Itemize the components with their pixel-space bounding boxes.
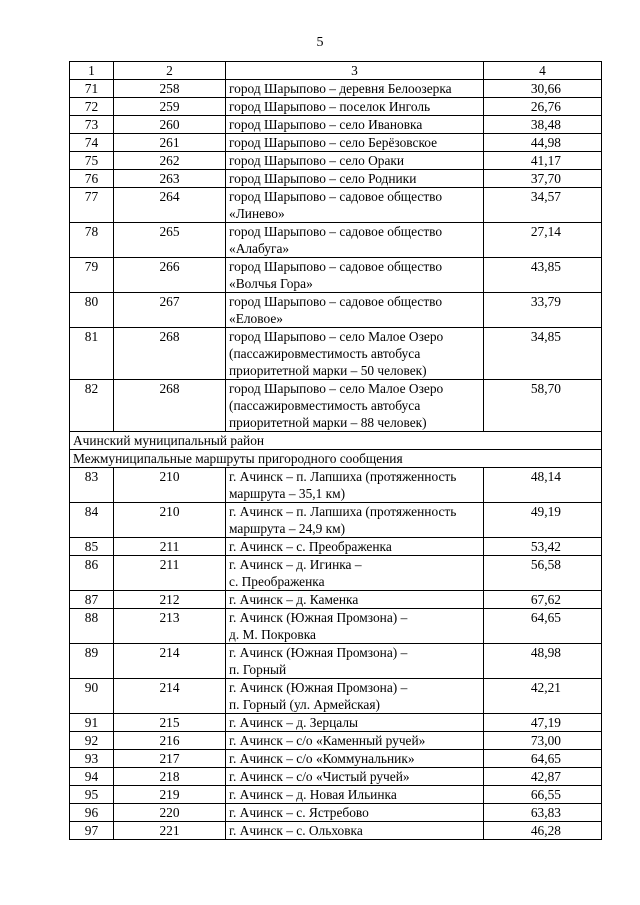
route-value: 64,65: [484, 609, 602, 644]
route-name: г. Ачинск – п. Лапшиха (протяженность маршрута – 24,9 км): [226, 503, 484, 538]
route-number: 213: [114, 609, 226, 644]
route-name: город Шарыпово – село Малое Озеро (пассажировместимость автобуса приоритетной марки – 50 человек): [226, 328, 484, 380]
route-number: 265: [114, 223, 226, 258]
route-name: город Шарыпово – поселок Инголь: [226, 98, 484, 116]
header-col-4: 4: [484, 62, 602, 80]
route-value: 43,85: [484, 258, 602, 293]
row-number: 78: [70, 223, 114, 258]
row-number: 84: [70, 503, 114, 538]
table-row: [70, 732, 602, 750]
table-row: [70, 591, 602, 609]
table-row: [70, 258, 602, 293]
row-number: 88: [70, 609, 114, 644]
route-value: 30,66: [484, 80, 602, 98]
route-value: 46,28: [484, 822, 602, 840]
routes-table: [69, 61, 602, 840]
table-row: [70, 134, 602, 152]
route-number: 219: [114, 786, 226, 804]
table-row: [70, 98, 602, 116]
row-number: 76: [70, 170, 114, 188]
table-row: [70, 804, 602, 822]
route-number: 260: [114, 116, 226, 134]
route-name: город Шарыпово – садовое общество «Еловое»: [226, 293, 484, 328]
table-row: [70, 170, 602, 188]
route-number: 259: [114, 98, 226, 116]
table-row: [70, 714, 602, 732]
row-number: 82: [70, 380, 114, 432]
row-number: 83: [70, 468, 114, 503]
route-value: 41,17: [484, 152, 602, 170]
table-row: [70, 152, 602, 170]
table-row: [70, 538, 602, 556]
route-number: 214: [114, 679, 226, 714]
route-name: г. Ачинск – п. Лапшиха (протяженность маршрута – 35,1 км): [226, 468, 484, 503]
route-number: 264: [114, 188, 226, 223]
route-number: 210: [114, 503, 226, 538]
route-number: 262: [114, 152, 226, 170]
route-number: 217: [114, 750, 226, 768]
route-name: город Шарыпово – садовое общество «Алабуга»: [226, 223, 484, 258]
route-number: 214: [114, 644, 226, 679]
table-row: [70, 556, 602, 591]
row-number: 86: [70, 556, 114, 591]
route-value: 48,98: [484, 644, 602, 679]
row-number: 77: [70, 188, 114, 223]
route-value: 49,19: [484, 503, 602, 538]
route-value: 26,76: [484, 98, 602, 116]
table-row: [70, 293, 602, 328]
section-title: Ачинский муниципальный район: [70, 432, 602, 450]
route-value: 42,87: [484, 768, 602, 786]
route-number: 267: [114, 293, 226, 328]
route-name: г. Ачинск – с. Ястребово: [226, 804, 484, 822]
row-number: 93: [70, 750, 114, 768]
route-value: 47,19: [484, 714, 602, 732]
route-value: 73,00: [484, 732, 602, 750]
route-name: г. Ачинск – с. Ольховка: [226, 822, 484, 840]
route-name: город Шарыпово – село Берёзовское: [226, 134, 484, 152]
table-body: [70, 80, 602, 840]
route-name: г. Ачинск – д. Каменка: [226, 591, 484, 609]
route-name: город Шарыпово – деревня Белоозерка: [226, 80, 484, 98]
row-number: 73: [70, 116, 114, 134]
route-value: 34,57: [484, 188, 602, 223]
section-row: [70, 432, 602, 450]
row-number: 89: [70, 644, 114, 679]
row-number: 74: [70, 134, 114, 152]
route-number: 215: [114, 714, 226, 732]
table-row: [70, 380, 602, 432]
table-row: [70, 80, 602, 98]
table-row: [70, 328, 602, 380]
row-number: 96: [70, 804, 114, 822]
route-name: г. Ачинск – д. Зерцалы: [226, 714, 484, 732]
route-number: 263: [114, 170, 226, 188]
route-number: 268: [114, 328, 226, 380]
route-name: город Шарыпово – село Родники: [226, 170, 484, 188]
section-row: [70, 450, 602, 468]
route-number: 211: [114, 556, 226, 591]
route-value: 38,48: [484, 116, 602, 134]
table-row: [70, 750, 602, 768]
row-number: 94: [70, 768, 114, 786]
route-number: 268: [114, 380, 226, 432]
route-value: 37,70: [484, 170, 602, 188]
route-name: город Шарыпово – садовое общество «Волчья Гора»: [226, 258, 484, 293]
row-number: 71: [70, 80, 114, 98]
route-number: 212: [114, 591, 226, 609]
route-name: г. Ачинск – с/о «Чистый ручей»: [226, 768, 484, 786]
section-title: Межмуниципальные маршруты пригородного сообщения: [70, 450, 602, 468]
route-number: 210: [114, 468, 226, 503]
route-number: 220: [114, 804, 226, 822]
route-name: г. Ачинск – с/о «Каменный ручей»: [226, 732, 484, 750]
page-number: 5: [316, 35, 324, 50]
route-name: г. Ачинск (Южная Промзона) – п. Горный: [226, 644, 484, 679]
row-number: 72: [70, 98, 114, 116]
route-name: город Шарыпово – садовое общество «Линево»: [226, 188, 484, 223]
route-number: 211: [114, 538, 226, 556]
route-name: г. Ачинск – с/о «Коммунальник»: [226, 750, 484, 768]
route-name: город Шарыпово – село Ивановка: [226, 116, 484, 134]
route-value: 66,55: [484, 786, 602, 804]
route-value: 64,65: [484, 750, 602, 768]
route-number: 266: [114, 258, 226, 293]
row-number: 97: [70, 822, 114, 840]
row-number: 79: [70, 258, 114, 293]
route-number: 261: [114, 134, 226, 152]
row-number: 92: [70, 732, 114, 750]
table-row: [70, 786, 602, 804]
header-col-1: 1: [70, 62, 114, 80]
header-col-3: 3: [226, 62, 484, 80]
route-name: г. Ачинск – д. Игинка – с. Преображенка: [226, 556, 484, 591]
table-row: [70, 223, 602, 258]
row-number: 80: [70, 293, 114, 328]
route-value: 58,70: [484, 380, 602, 432]
route-name: город Шарыпово – село Ораки: [226, 152, 484, 170]
table-row: [70, 503, 602, 538]
row-number: 91: [70, 714, 114, 732]
table-row: [70, 768, 602, 786]
table-row: [70, 468, 602, 503]
route-value: 48,14: [484, 468, 602, 503]
table-row: [70, 188, 602, 223]
row-number: 75: [70, 152, 114, 170]
table-row: [70, 822, 602, 840]
table-row: [70, 644, 602, 679]
table-row: [70, 679, 602, 714]
row-number: 87: [70, 591, 114, 609]
row-number: 95: [70, 786, 114, 804]
route-value: 56,58: [484, 556, 602, 591]
route-number: 258: [114, 80, 226, 98]
route-value: 33,79: [484, 293, 602, 328]
route-value: 42,21: [484, 679, 602, 714]
route-number: 221: [114, 822, 226, 840]
route-value: 53,42: [484, 538, 602, 556]
route-name: г. Ачинск (Южная Промзона) – п. Горный (ул. Армейская): [226, 679, 484, 714]
route-name: г. Ачинск – д. Новая Ильинка: [226, 786, 484, 804]
row-number: 85: [70, 538, 114, 556]
table-header-row: [70, 62, 602, 80]
route-number: 218: [114, 768, 226, 786]
route-value: 27,14: [484, 223, 602, 258]
route-number: 216: [114, 732, 226, 750]
table-row: [70, 116, 602, 134]
route-value: 34,85: [484, 328, 602, 380]
table-row: [70, 609, 602, 644]
header-col-2: 2: [114, 62, 226, 80]
route-value: 63,83: [484, 804, 602, 822]
route-value: 67,62: [484, 591, 602, 609]
route-name: г. Ачинск – с. Преображенка: [226, 538, 484, 556]
row-number: 81: [70, 328, 114, 380]
row-number: 90: [70, 679, 114, 714]
route-name: г. Ачинск (Южная Промзона) – д. М. Покровка: [226, 609, 484, 644]
route-name: город Шарыпово – село Малое Озеро (пассажировместимость автобуса приоритетной марки – 88 человек): [226, 380, 484, 432]
route-value: 44,98: [484, 134, 602, 152]
